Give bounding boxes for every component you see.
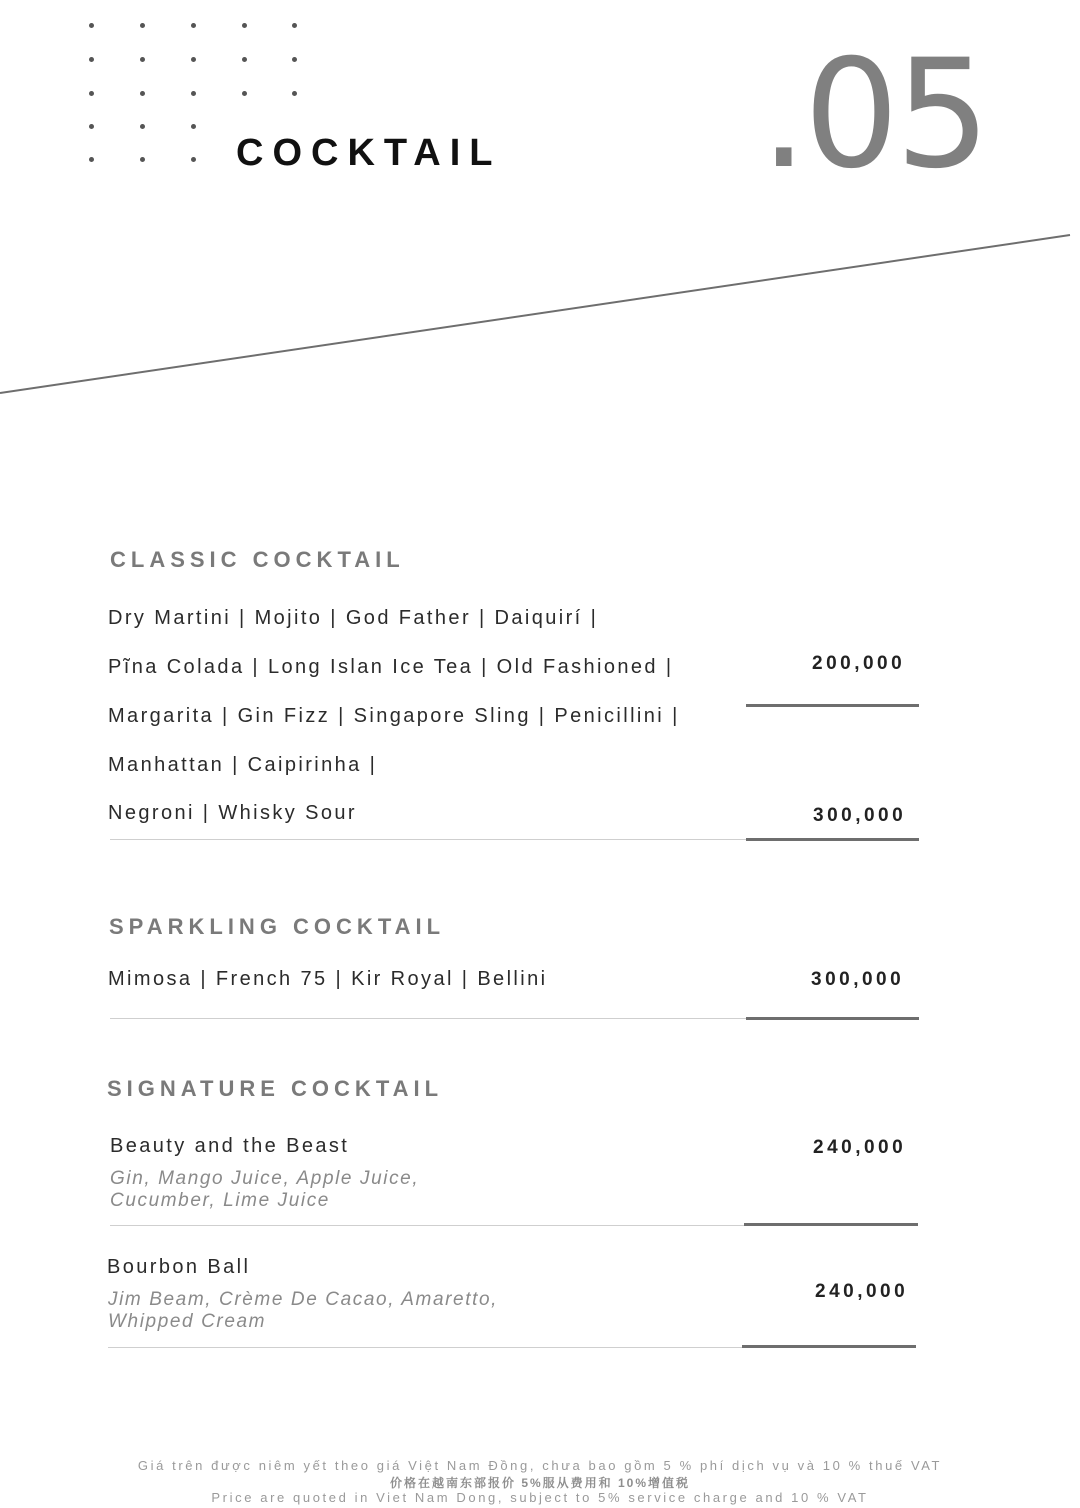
price-rule [746, 1017, 919, 1020]
item-divider [110, 1018, 746, 1019]
section-title-signature: SIGNATURE COCKTAIL [107, 1076, 444, 1101]
classic-line-5: Negroni | Whisky Sour [108, 802, 357, 824]
cocktail-ingredients: Jim Beam, Crème De Cacao, Amaretto, [108, 1289, 499, 1310]
diagonal-divider [0, 0, 1080, 420]
classic-line-2: Pĩna Colada | Long Islan Ice Tea | Old Fashioned | [108, 656, 674, 678]
section-title-classic: CLASSIC COCKTAIL [110, 547, 405, 572]
footer-note-english: Price are quoted in Viet Nam Dong, subject to 5% service charge and 10 % VAT [211, 1490, 869, 1505]
item-divider [108, 1347, 742, 1348]
sparkling-price: 300,000 [811, 969, 905, 990]
price-rule [746, 838, 919, 841]
classic-line-1: Dry Martini | Mojito | God Father | Daiquirí | [108, 607, 599, 629]
cocktail-price: 240,000 [815, 1281, 909, 1302]
page-title: COCKTAIL [236, 132, 502, 174]
cocktail-name: Beauty and the Beast [110, 1135, 350, 1157]
classic-line-3: Margarita | Gin Fizz | Singapore Sling | Penicillini | [108, 705, 680, 727]
cocktail-ingredients: Cucumber, Lime Juice [110, 1190, 330, 1211]
section-title-sparkling: SPARKLING COCKTAIL [109, 914, 446, 939]
footer-note-chinese: 价格在越南东部报价 5%服从费用和 10%增值税 [389, 1476, 691, 1490]
cocktail-name: Bourbon Ball [107, 1256, 251, 1278]
classic-line-4: Manhattan | Caipirinha | [108, 754, 378, 776]
price-rule [746, 704, 919, 707]
classic-price-2: 300,000 [813, 805, 907, 826]
price-rule [744, 1223, 918, 1226]
cocktail-price: 240,000 [813, 1137, 907, 1158]
cocktail-ingredients: Gin, Mango Juice, Apple Juice, [110, 1168, 420, 1189]
price-rule [742, 1345, 916, 1348]
classic-price-1: 200,000 [812, 653, 906, 674]
footer-note-vietnamese: Giá trên được niêm yết theo giá Việt Nam Đồng, chưa bao gồm 5 % phí dịch vụ và 10 % thuế VAT [137, 1458, 943, 1473]
item-divider [110, 839, 746, 840]
item-divider [110, 1225, 744, 1226]
sparkling-line: Mimosa | French 75 | Kir Royal | Bellini [108, 968, 548, 990]
cocktail-ingredients: Whipped Cream [108, 1311, 267, 1332]
page-number: .05 [760, 28, 987, 202]
